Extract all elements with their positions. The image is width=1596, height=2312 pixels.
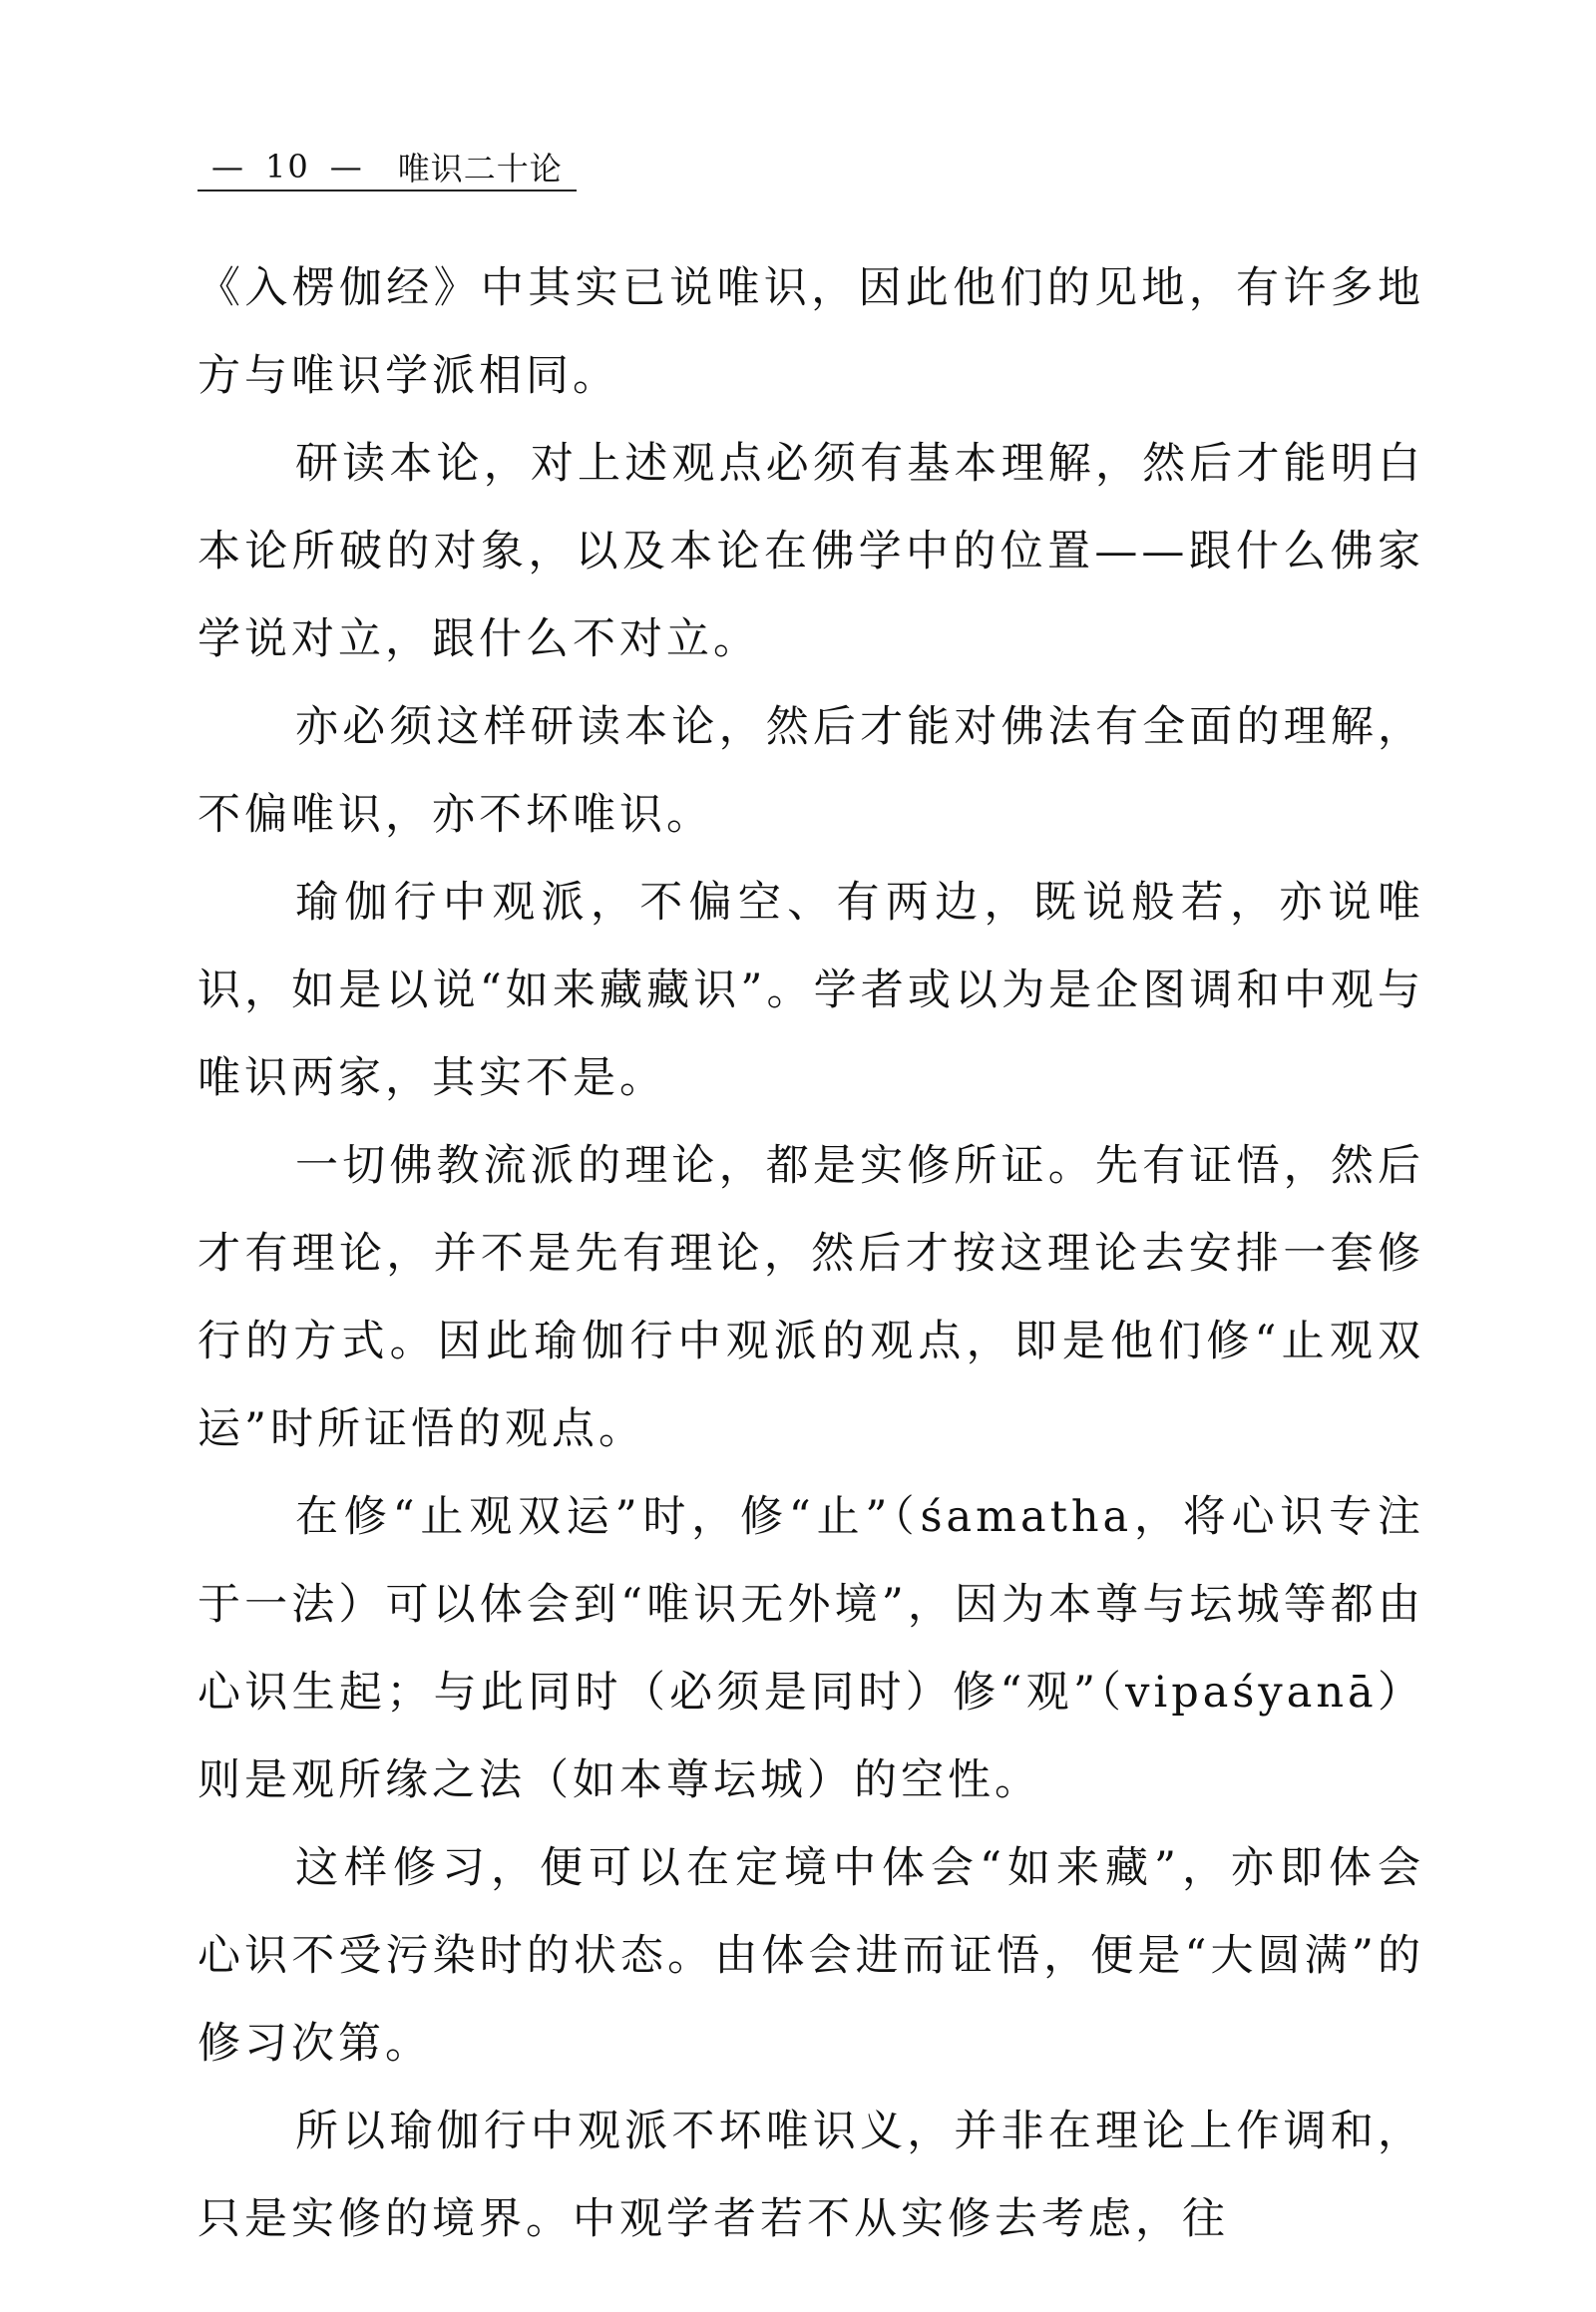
header-rule — [198, 190, 577, 192]
running-header — [198, 140, 563, 193]
paragraph-6: 在修“止观双运”时，修“止”（śamatha，将心识专注于一法）可以体会到“唯识无外境”，因为本尊与坛城等都由心识生起；与此同时（必须是同时）修“观”（vipaśyanā）则是观所缘之法（如本尊坛城）的空性。 — [198, 1492, 1424, 1805]
page-number: 10 — [265, 148, 310, 186]
book-title: 唯识二十论 — [397, 150, 563, 188]
paragraph-1: 《入楞伽经》中其实已说唯识，因此他们的见地，有许多地方与唯识学派相同。 — [198, 263, 1424, 401]
body-text — [198, 244, 1424, 2263]
paragraph-7: 这样修习，便可以在定境中体会“如来藏”，亦即体会心识不受污染时的状态。由体会进而证悟，便是“大圆满”的修习次第。 — [198, 1843, 1424, 2069]
header-dash-left: — — [211, 148, 245, 186]
paragraph-2: 研读本论，对上述观点必须有基本理解，然后才能明白本论所破的对象，以及本论在佛学中的位置——跟什么佛家学说对立，跟什么不对立。 — [198, 439, 1424, 664]
header-dash-right: — — [329, 148, 364, 186]
paragraph-4: 瑜伽行中观派，不偏空、有两边，既说般若，亦说唯识，如是以说“如来藏藏识”。学者或以为是企图调和中观与唯识两家，其实不是。 — [198, 878, 1424, 1103]
paragraph-3: 亦必须这样研读本论，然后才能对佛法有全面的理解，不偏唯识，亦不坏唯识。 — [198, 702, 1424, 840]
paragraph-5: 一切佛教流派的理论，都是实修所证。先有证悟，然后才有理论，并不是先有理论，然后才按这理论去安排一套修行的方式。因此瑜伽行中观派的观点，即是他们修“止观双运”时所证悟的观点。 — [198, 1141, 1424, 1454]
paragraph-8: 所以瑜伽行中观派不坏唯识义，并非在理论上作调和，只是实修的境界。中观学者若不从实修去考虑，往 — [198, 2107, 1424, 2244]
